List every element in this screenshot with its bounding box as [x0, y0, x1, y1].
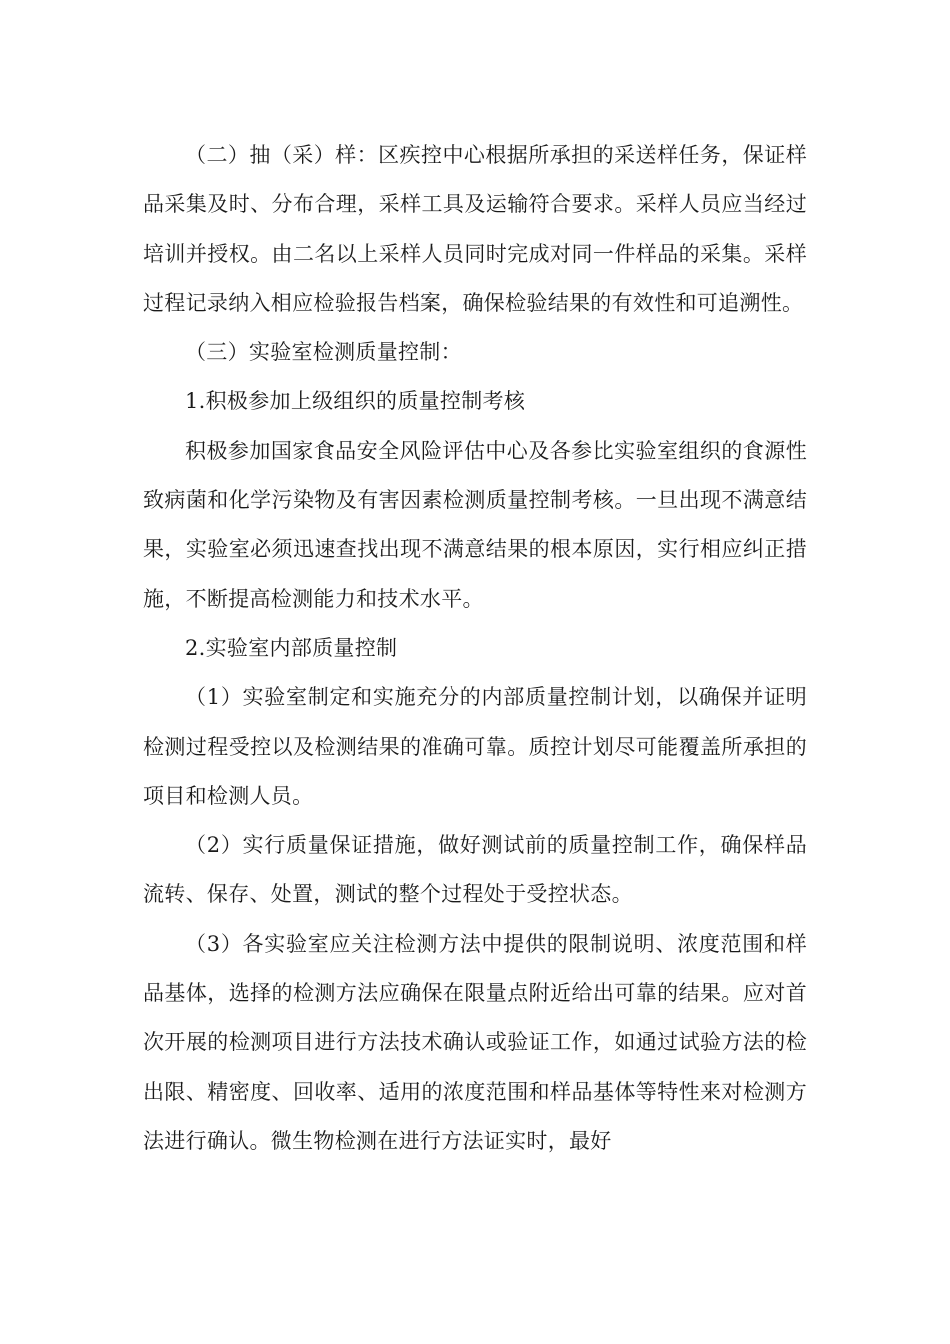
heading-lab-quality-control: （三）实验室检测质量控制：: [185, 340, 462, 365]
document-body: [143, 131, 807, 1166]
paragraph-item-1: （1）实验室制定和实施充分的内部质量控制计划，以确保并证明检测过程受控以及检测结果的准确可靠。质控计划尽可能覆盖所承担的项目和检测人员。: [143, 685, 807, 808]
subheading-internal-quality-control: 2.实验室内部质量控制: [185, 635, 398, 660]
paragraph-sampling: （二）抽（采）样：区疾控中心根据所承担的采送样任务，保证样品采集及时、分布合理，采样工具及运输符合要求。采样人员应当经过培训并授权。由二名以上采样人员同时完成对同一件样品的采集。采样过程记录纳入相应检验报告档案，确保检验结果的有效性和可追溯性。: [143, 143, 807, 315]
paragraph-external-assessment: 积极参加国家食品安全风险评估中心及各参比实验室组织的食源性致病菌和化学污染物及有害因素检测质量控制考核。一旦出现不满意结果，实验室必须迅速查找出现不满意结果的根本原因，实行相应纠正措施，不断提高检测能力和技术水平。: [143, 438, 807, 611]
paragraph-item-3: （3）各实验室应关注检测方法中提供的限制说明、浓度范围和样品基体，选择的检测方法应确保在限量点附近给出可靠的结果。应对首次开展的检测项目进行方法技术确认或验证工作，如通过试验方法的检出限、精密度、回收率、适用的浓度范围和样品基体等特性来对检测方法进行确认。微生物检测在进行方法证实时，最好: [143, 931, 807, 1153]
subheading-external-assessment: 1.积极参加上级组织的质量控制考核: [185, 389, 526, 414]
paragraph-item-2: （2）实行质量保证措施，做好测试前的质量控制工作，确保样品流转、保存、处置，测试的整个过程处于受控状态。: [143, 833, 807, 907]
